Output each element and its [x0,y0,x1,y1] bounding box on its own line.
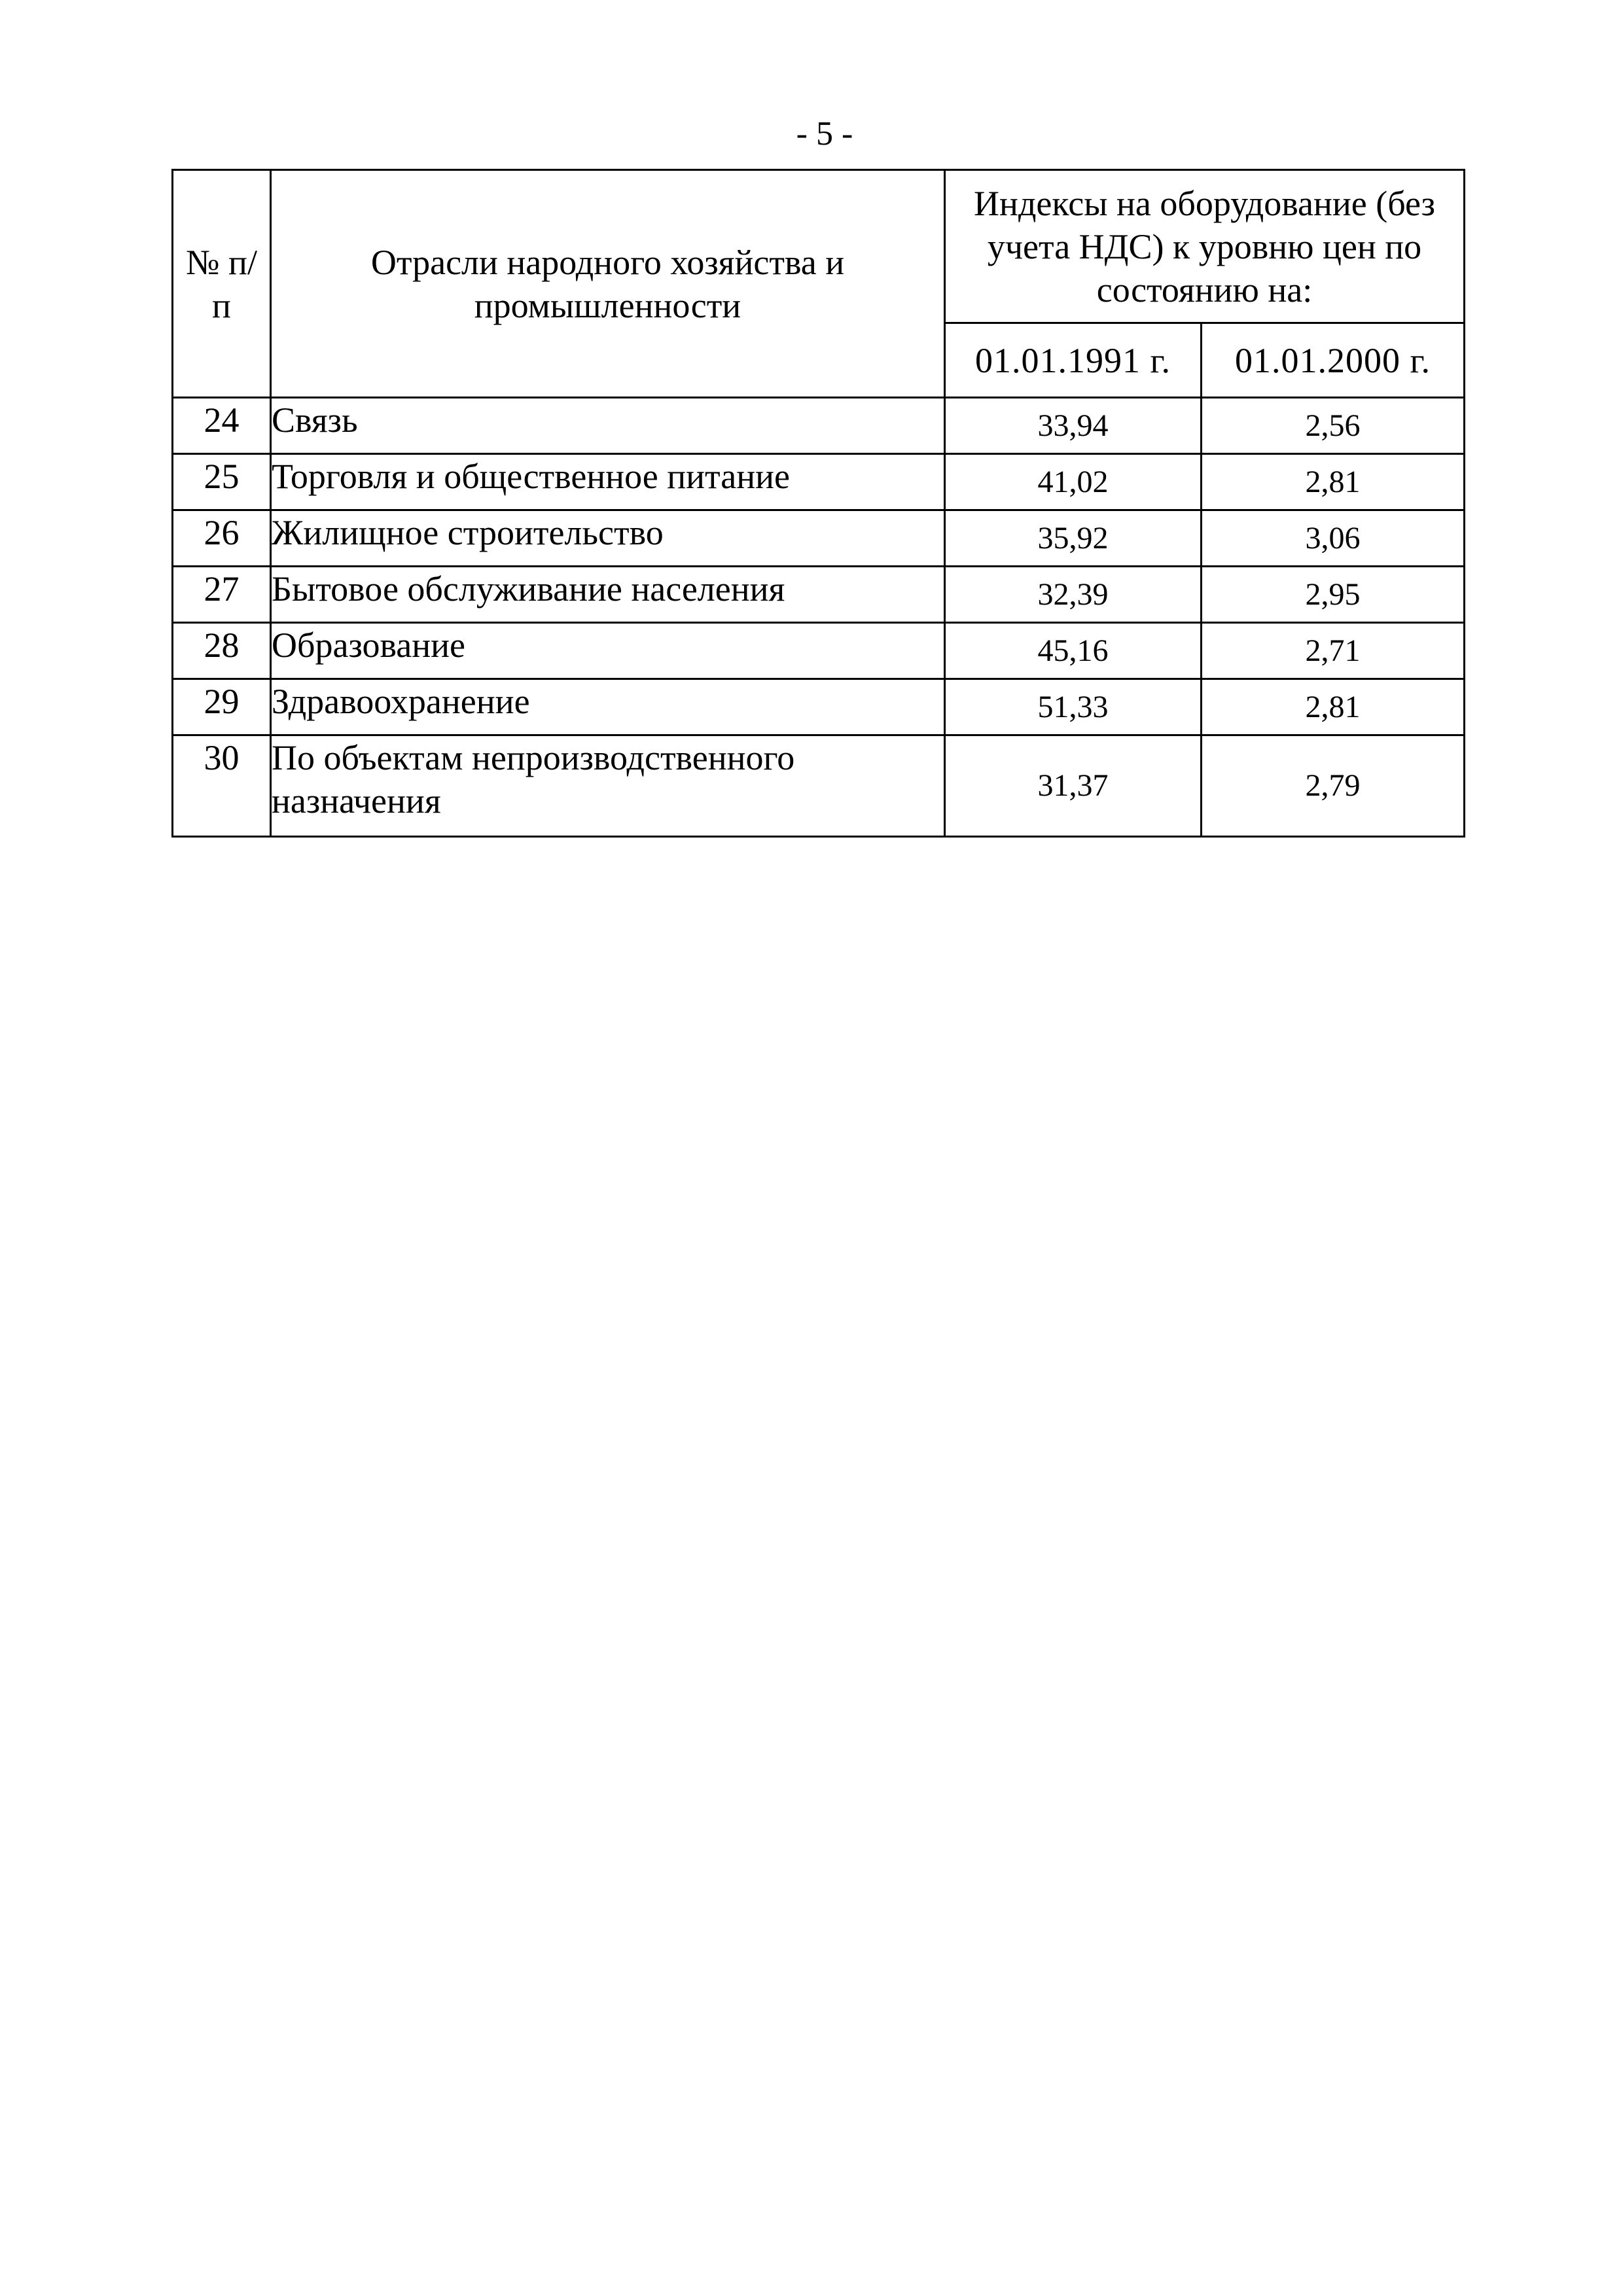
row-value-2000: 3,06 [1202,510,1465,567]
row-industry: Торговля и общественное питание [271,454,945,510]
header-date-1991: 01.01.1991 г. [945,323,1202,398]
row-number: 27 [173,567,271,623]
table-row [173,679,1465,735]
equipment-index-table [171,169,1465,838]
table-row [173,567,1465,623]
row-number: 29 [173,679,271,735]
row-value-2000: 2,71 [1202,623,1465,679]
row-value-2000: 2,95 [1202,567,1465,623]
row-value-1991: 41,02 [945,454,1202,510]
table-row [173,623,1465,679]
row-value-1991: 31,37 [945,735,1202,837]
row-number: 30 [173,735,271,837]
header-industry: Отрасли народного хозяйства и промышленности [271,170,945,398]
table-row [173,510,1465,567]
row-value-2000: 2,81 [1202,679,1465,735]
row-number: 28 [173,623,271,679]
row-value-1991: 33,94 [945,398,1202,454]
page-number: - 5 - [796,115,853,152]
row-number: 26 [173,510,271,567]
row-number: 25 [173,454,271,510]
row-value-2000: 2,79 [1202,735,1465,837]
row-value-2000: 2,81 [1202,454,1465,510]
table-row [173,454,1465,510]
row-industry: По объектам непроизводственного назначения [271,735,945,837]
row-value-2000: 2,56 [1202,398,1465,454]
table-row [173,398,1465,454]
row-industry: Бытовое обслуживание населения [271,567,945,623]
header-number: № п/п [173,170,271,398]
row-industry: Жилищное строительство [271,510,945,567]
row-value-1991: 32,39 [945,567,1202,623]
row-value-1991: 45,16 [945,623,1202,679]
row-industry: Связь [271,398,945,454]
row-number: 24 [173,398,271,454]
row-industry: Здравоохранение [271,679,945,735]
table-row [173,735,1465,837]
row-value-1991: 35,92 [945,510,1202,567]
header-indices: Индексы на оборудование (без учета НДС) к уровню цен по состоянию на: [945,170,1465,323]
table-header-row [173,170,1465,323]
row-value-1991: 51,33 [945,679,1202,735]
header-date-2000: 01.01.2000 г. [1202,323,1465,398]
row-industry: Образование [271,623,945,679]
